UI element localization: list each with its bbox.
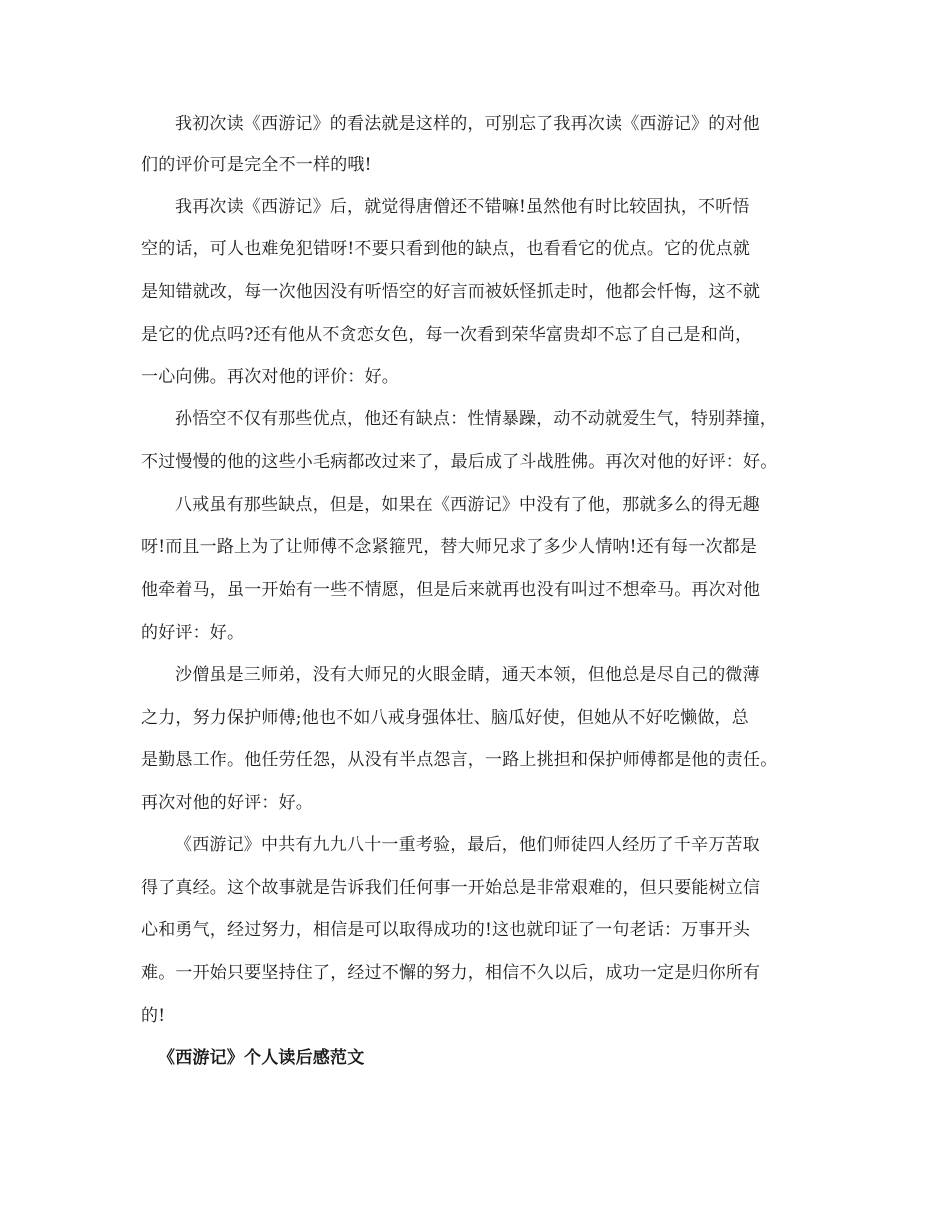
paragraph-4-line-1: 八戒虽有那些缺点，但是，如果在《西游记》中没有了他，那就多么的得无趣: [175, 495, 760, 515]
paragraph-2-line-2: 空的话，可人也难免犯错呀!不要只看到他的缺点，也看看它的优点。它的优点就: [141, 239, 751, 259]
paragraph-5-line-2: 之力，努力保护师傅;他也不如八戒身强体壮、脑瓜好使，但她从不好吃懒做，总: [141, 708, 749, 728]
paragraph-1-line-1: 我初次读《西游记》的看法就是这样的，可别忘了我再次读《西游记》的对他: [175, 114, 760, 134]
paragraph-3-line-2: 不过慢慢的他的这些小毛病都改过来了，最后成了斗战胜佛。再次对他的好评：好。: [141, 452, 778, 472]
section-heading: 《西游记》个人读后感范文: [158, 1048, 365, 1068]
paragraph-6-line-2: 得了真经。这个故事就是告诉我们任何事一开始总是非常艰难的，但只要能树立信: [141, 878, 761, 898]
paragraph-6-line-3: 心和勇气，经过努力，相信是可以取得成功的!这也就印证了一句老话：万事开头: [141, 920, 751, 940]
paragraph-6-line-5: 的!: [141, 1006, 166, 1026]
paragraph-2-line-4: 是它的优点吗?还有他从不贪恋女色，每一次看到荣华富贵却不忘了自己是和尚，: [141, 325, 753, 345]
paragraph-2-line-5: 一心向佛。再次对他的评价：好。: [141, 367, 399, 387]
paragraph-1-line-2: 们的评价可是完全不一样的哦!: [141, 155, 372, 175]
paragraph-6-line-4: 难。一开始只要坚持住了，经过不懈的努力，相信不久以后，成功一定是归你所有: [141, 963, 761, 983]
paragraph-4-line-4: 的好评：好。: [141, 623, 245, 643]
paragraph-2-line-3: 是知错就改，每一次他因没有听悟空的好言而被妖怪抓走时，他都会忏悔，这不就: [141, 282, 761, 302]
paragraph-4-line-3: 他牵着马，虽一开始有一些不情愿，但是后来就再也没有叫过不想牵马。再次对他: [141, 580, 761, 600]
paragraph-6-line-1: 《西游记》中共有九九八十一重考验，最后，他们师徒四人经历了千辛万苦取: [175, 835, 760, 855]
paragraph-5-line-1: 沙僧虽是三师弟，没有大师兄的火眼金睛，通天本领，但他总是尽自己的微薄: [175, 665, 760, 685]
paragraph-5-line-4: 再次对他的好评：好。: [141, 793, 313, 813]
paragraph-4-line-2: 呀!而且一路上为了让师傅不念紧箍咒，替大师兄求了多少人情呐!还有每一次都是: [141, 537, 758, 557]
paragraph-5-line-3: 是勤恳工作。他任劳任怨，从没有半点怨言，一路上挑担和保护师傅都是他的责任。: [141, 750, 778, 770]
paragraph-3-line-1: 孙悟空不仅有那些优点，他还有缺点：性情暴躁，动不动就爱生气，特别莽撞，: [175, 409, 777, 429]
paragraph-2-line-1: 我再次读《西游记》后，就觉得唐僧还不错嘛!虽然他有时比较固执，不听悟: [175, 197, 750, 217]
